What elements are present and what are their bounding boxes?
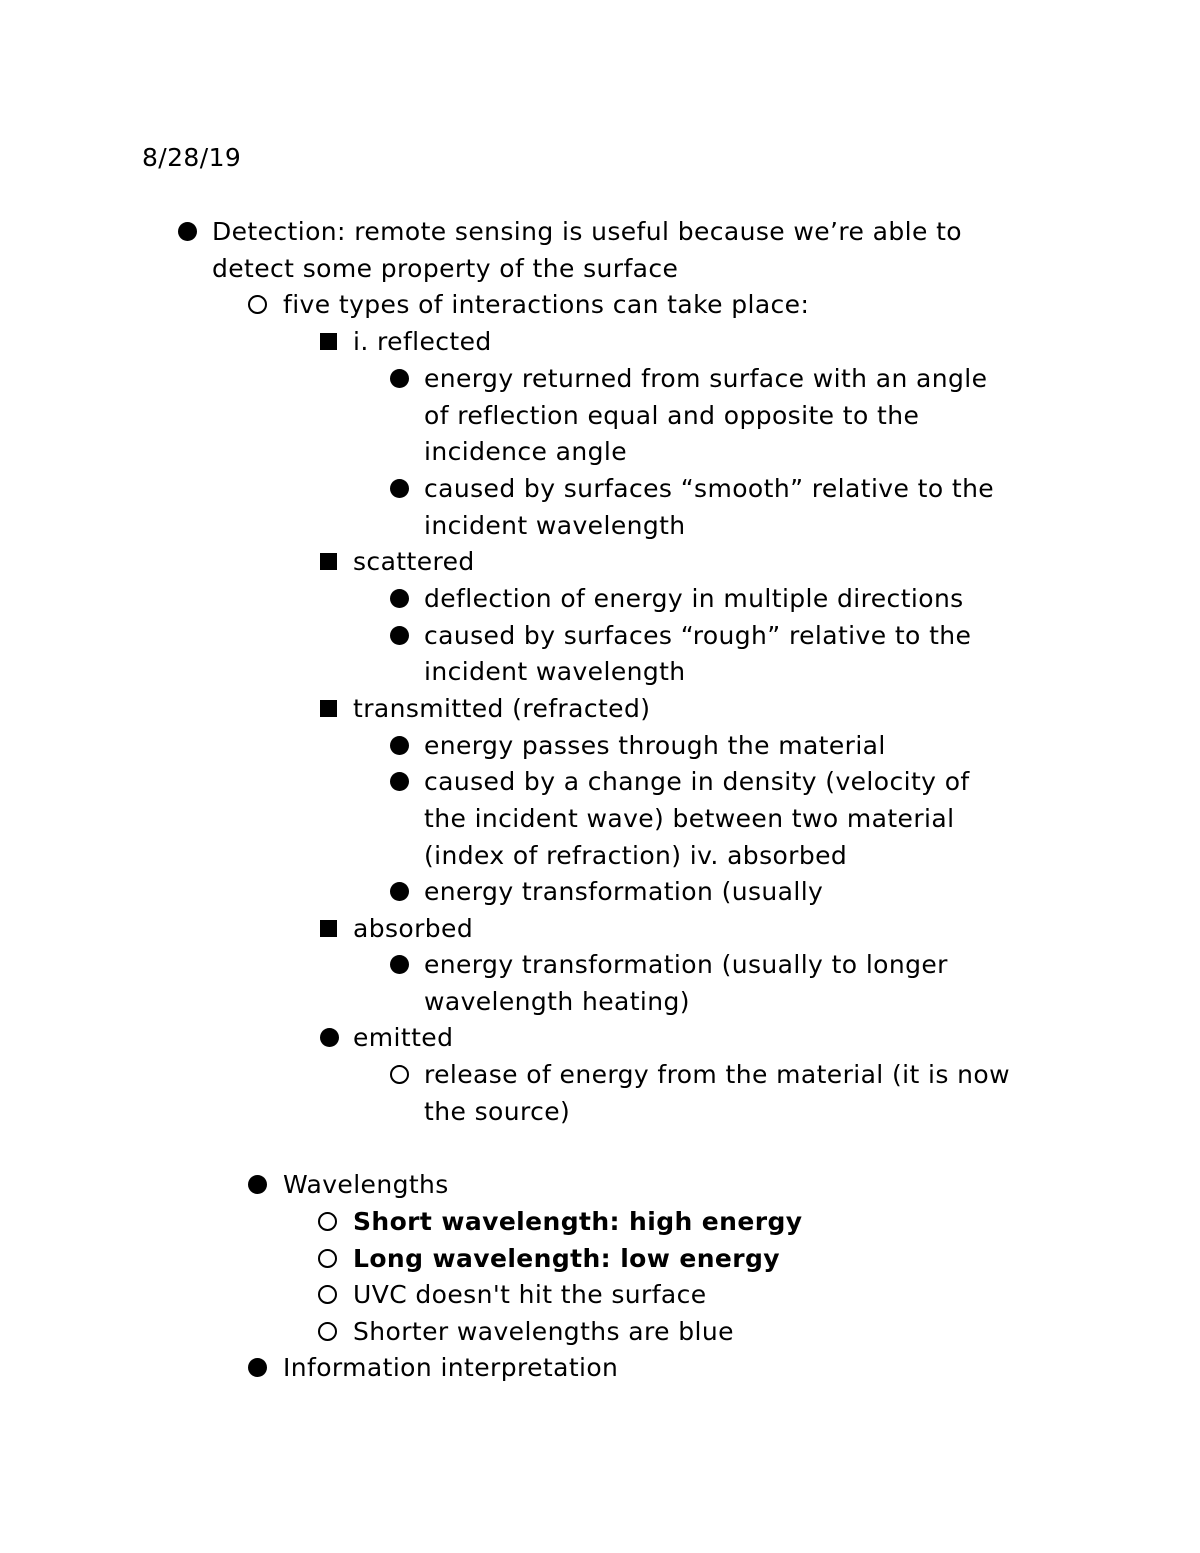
emitted-point-1-line-2: the source) — [424, 1097, 571, 1126]
transmitted-point-2-line-1: caused by a change in density (velocity of — [424, 767, 970, 796]
bullet-circle-icon — [318, 1240, 337, 1277]
reflected-point-1-line-1: energy returned from surface with an angle — [424, 364, 988, 393]
bullet-circle-icon — [318, 1276, 337, 1313]
bullet-square-icon — [320, 543, 337, 580]
bullet-disc-icon — [390, 873, 409, 910]
bullet-disc-icon — [248, 1166, 267, 1203]
bullet-circle-icon — [318, 1203, 337, 1240]
scattered-label: scattered — [353, 547, 475, 576]
bullet-disc-icon — [248, 1349, 267, 1386]
wavelength-item-long: Long wavelength: low energy — [353, 1244, 780, 1273]
scattered-point-2-line-1: caused by surfaces “rough” relative to the — [424, 621, 972, 650]
date-heading: 8/28/19 — [142, 143, 242, 172]
emitted-label: emitted — [353, 1023, 454, 1052]
transmitted-point-1: energy passes through the material — [424, 731, 886, 760]
bullet-disc-icon — [390, 617, 409, 654]
absorbed-point-1-line-2: wavelength heating) — [424, 987, 690, 1016]
bullet-circle-icon — [248, 286, 267, 323]
reflected-point-1-line-2: of reflection equal and opposite to the — [424, 401, 920, 430]
types-intro: five types of interactions can take place: — [283, 290, 810, 319]
information-label: Information interpretation — [283, 1353, 619, 1382]
absorbed-point-1-line-1: energy transformation (usually to longer — [424, 950, 948, 979]
wavelengths-label: Wavelengths — [283, 1170, 449, 1199]
wavelength-item-blue: Shorter wavelengths are blue — [353, 1317, 734, 1346]
scattered-point-2-line-2: incident wavelength — [424, 657, 686, 686]
bullet-disc-icon — [390, 580, 409, 617]
transmitted-label: transmitted (refracted) — [353, 694, 651, 723]
bullet-circle-icon — [390, 1056, 409, 1093]
reflected-label: i. reflected — [353, 327, 492, 356]
bullet-disc-icon — [390, 360, 409, 397]
bullet-disc-icon — [390, 763, 409, 800]
bullet-disc-icon — [390, 470, 409, 507]
wavelength-item-uvc: UVC doesn't hit the surface — [353, 1280, 707, 1309]
reflected-point-2-line-2: incident wavelength — [424, 511, 686, 540]
transmitted-point-3: energy transformation (usually — [424, 877, 824, 906]
bullet-disc-icon — [390, 946, 409, 983]
bullet-square-icon — [320, 910, 337, 947]
transmitted-point-2-line-2: the incident wave) between two material — [424, 804, 955, 833]
bullet-square-icon — [320, 323, 337, 360]
bullet-circle-icon — [318, 1313, 337, 1350]
reflected-point-1-line-3: incidence angle — [424, 437, 628, 466]
wavelength-item-short: Short wavelength: high energy — [353, 1207, 803, 1236]
emitted-point-1-line-1: release of energy from the material (it is now — [424, 1060, 1010, 1089]
bullet-square-icon — [320, 690, 337, 727]
detection-line-2: detect some property of the surface — [212, 254, 679, 283]
bullet-disc-icon — [178, 213, 197, 250]
reflected-point-2-line-1: caused by surfaces “smooth” relative to the — [424, 474, 995, 503]
scattered-point-1: deflection of energy in multiple directions — [424, 584, 964, 613]
absorbed-label: absorbed — [353, 914, 474, 943]
bullet-disc-icon — [320, 1019, 339, 1056]
transmitted-point-2-line-3: (index of refraction) iv. absorbed — [424, 841, 848, 870]
bullet-disc-icon — [390, 727, 409, 764]
detection-line-1: Detection: remote sensing is useful because we’re able to — [212, 217, 962, 246]
